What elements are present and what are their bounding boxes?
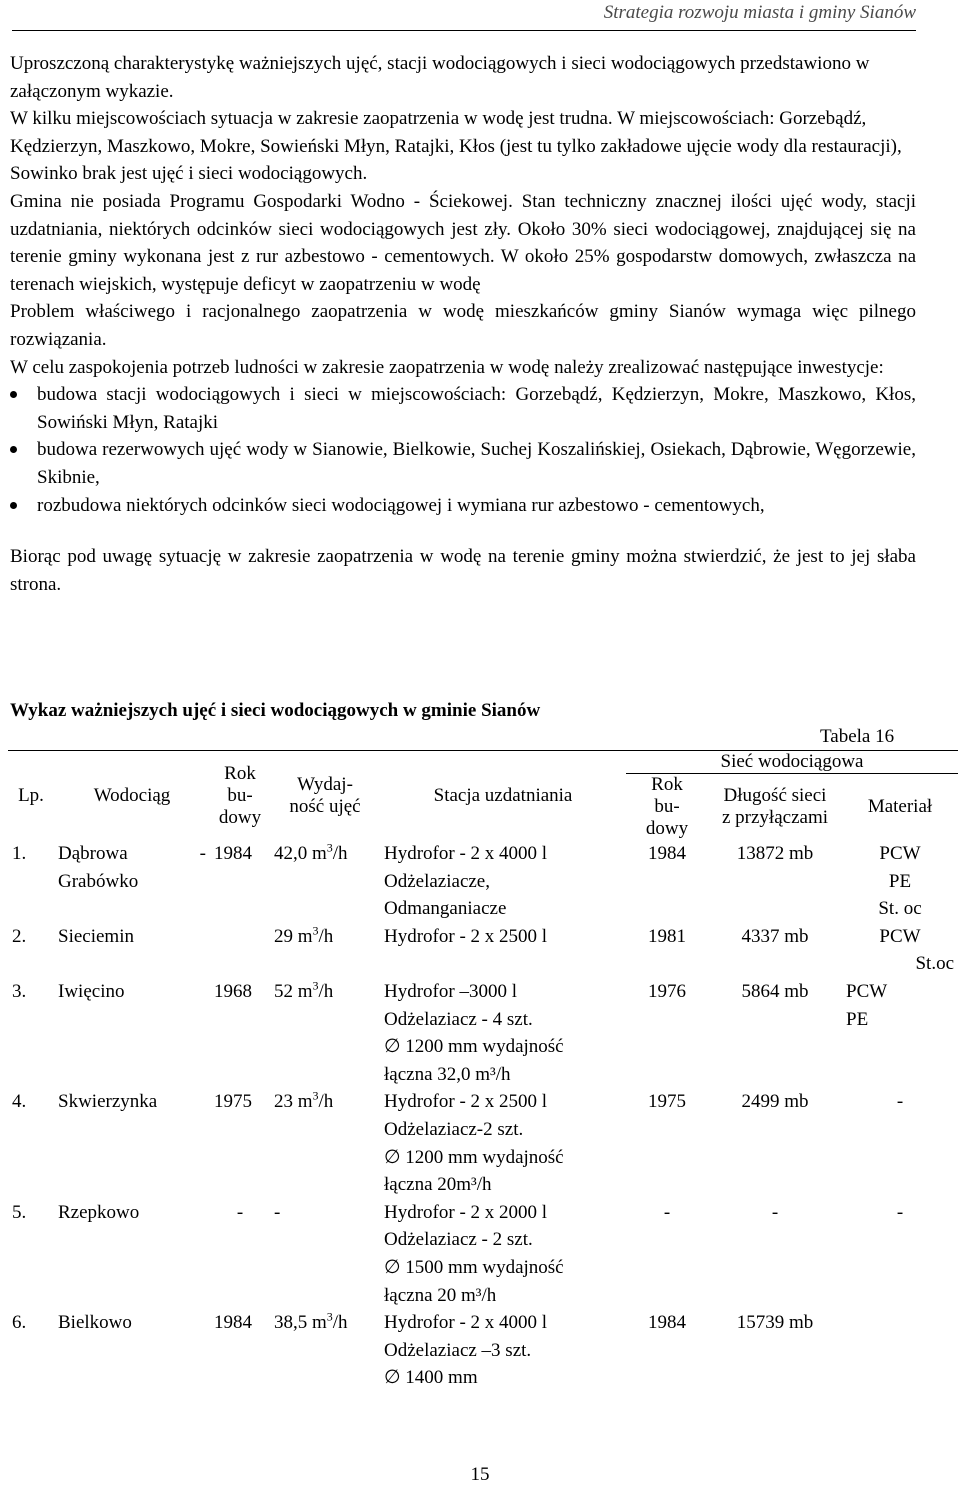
water-supply-table — [8, 750, 958, 1392]
paragraph-investments: W celu zaspokojenia potrzeb ludności w zakresie zaopatrzenia w wodę należy zrealizować następujące inwestycje: — [10, 356, 884, 378]
paragraph-program: Gmina nie posiada Programu Gospodarki Wodno - Ściekowej. Stan techniczny znacznej ilości ujęć wody, stacji uzdatniania, niektórych odcinków sieci wodociągowych jest zły. Około 30% sieci wodociągowej, znajdującej się na terenie gminy wykonana jest z rur azbestowo - cementowych. W około 25% gospodarstw domowych, zwłaszcza na terenach wiejskich, występuje deficyt w zaopatrzeniu w wodę — [10, 190, 916, 295]
list-item — [10, 436, 916, 491]
body-text — [10, 50, 916, 598]
bullet-icon — [10, 502, 17, 509]
paragraph-situation-b: W miejscowościach: Gorzebądź, Kędzierzyn, Maszkowo, Mokre, Sowieński Młyn, Ratajki, Kłos (jest tu tylko zakładowe ujęcie wody dla restauracji), Sowinko brak jest ujęć i sieci wodociągowych. — [10, 108, 902, 185]
investment-list — [10, 381, 916, 519]
header-wodociag: Wodociąg — [54, 751, 210, 841]
paragraph-intro: Uproszczoną charakterystykę ważniejszych ujęć, stacji wodociągowych i sieci wodociągowych przedstawiono w załączonym wykazie. — [10, 53, 870, 102]
paragraph-problem: Problem właściwego i racjonalnego zaopatrzenia w wodę mieszkańców gminy Sianów wymaga więc pilnego rozwiązania. — [10, 301, 916, 350]
header-stacja: Stacja uzdatniania — [380, 751, 626, 841]
bullet-icon — [10, 391, 17, 398]
paragraph-situation — [10, 105, 916, 188]
bullet-icon — [10, 446, 17, 453]
list-item-text: budowa stacji wodociągowych i sieci w miejscowościach: Gorzebądź, Kędzierzyn, Mokre, Maszkowo, Kłos, Sowiński Młyn, Ratajki — [37, 384, 916, 433]
header-rok-budowy: Rok bu- dowy — [210, 751, 270, 841]
header-siec-rok: Rok bu- dowy — [626, 774, 708, 841]
table-heading: Wykaz ważniejszych ujęć i sieci wodociągowych w gminie Sianów — [10, 700, 541, 721]
table-row: 4. Skwierzynka 1975 23 $m^3/h$ Hydrofor - 2 x 2500 l Odżelaziacz-2 szt. ∅ 1200 mm wydajność łączna 20m³/h 1975 2499 mb - — [12, 1089, 904, 1196]
table-row: 1. Dąbrowa - Grabówko 1984 42,0 $m^3/h$ Hydrofor - 2 x 4000 l Odżelaziacze, Odmanganiacze 1984 13872 mb PCW PE St. oc — [12, 840, 922, 920]
running-header-title: Strategia rozwoju miasta i gminy Sianów — [603, 2, 916, 23]
list-item-text: rozbudowa niektórych odcinków sieci wodociągowej i wymiana rur azbestowo - cementowych, — [37, 494, 765, 516]
header-wydajnosc: Wydaj- ność ujęć — [270, 751, 380, 841]
header-lp: Lp. — [8, 751, 54, 841]
table-row: 5. Rzepkowo - - Hydrofor - 2 x 2000 l Odżelaziacz - 2 szt. ∅ 1500 mm wydajność łączna 20 m³/h - - - — [12, 1201, 904, 1306]
paragraph-conclusion: Biorąc pod uwagę sytuację w zakresie zaopatrzenia w wodę na terenie gminy można stwierdzić, że jest to jej słaba strona. — [10, 546, 916, 595]
table-row: 3. Iwięcino 1968 52 $m^3/h$ Hydrofor –3000 l Odżelaziacz - 4 szt. ∅ 1200 mm wydajność łączna 32,0 m³/h 1976 5864 mb PCW PE — [12, 978, 888, 1085]
list-item — [10, 381, 916, 436]
list-item — [10, 492, 916, 520]
table-caption: Tabela 16 — [820, 726, 895, 747]
running-header — [12, 0, 916, 31]
paragraph-situation-a: W kilku miejscowościach sytuacja w zakresie zaopatrzenia w wodę jest trudna. — [10, 108, 613, 130]
header-dlugosc: Długość sieci z przyłączami — [708, 774, 842, 841]
table-row: 6. Bielkowo 1984 38,5 $m^3/h$ Hydrofor - 2 x 4000 l Odżelaziacz –3 szt. ∅ 1400 mm 1984 15739 mb — [12, 1309, 814, 1389]
table-row: 2. Sieciemin 29 $m^3/h$ Hydrofor - 2 x 2500 l 1981 4337 mb PCW St.oc — [12, 923, 954, 975]
list-item-text: budowa rezerwowych ujęć wody w Sianowie, Bielkowie, Suchej Koszalińskiej, Osiekach, Dąbrowie, Węgorzewie, Skibnie, — [37, 439, 916, 488]
header-siec: Sieć wodociągowa — [626, 751, 958, 774]
page-number: 15 — [470, 1464, 490, 1485]
header-material: Materiał — [842, 774, 958, 841]
